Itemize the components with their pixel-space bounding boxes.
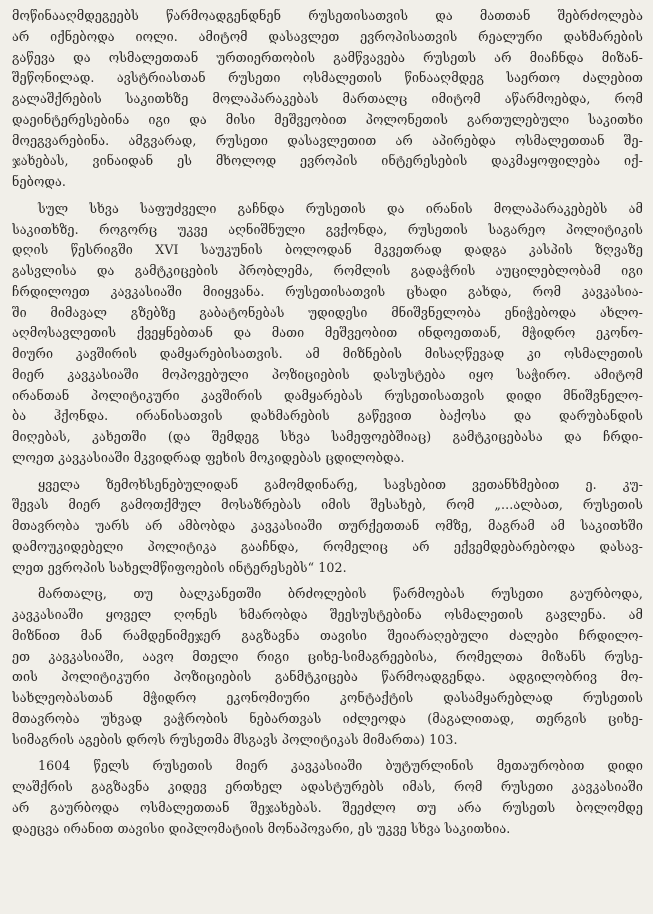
text-line: ლაშქრის გაგზავნა კიდევ ერთხელ ადასტურებს იმას, რომ რუსეთი კავკასიაში xyxy=(12,779,643,794)
text-line: ბა ჰქონდა. ირანისათვის დახმარების გაწევით ბაქოსა და დარუბანდის xyxy=(12,408,643,424)
text-line: სულ სხვა საფუძველი გაჩნდა რუსეთის და ირანის მოლაპარაკებებს ამ xyxy=(38,200,643,216)
text-line: ეთ კავკასიაში, აავო მთელი რიგი ციხე-სიმაგრეებისა, რომელთა მიზანს რუსე- xyxy=(12,648,643,664)
text-line: მიზნით მან რამდენიმეჯერ გაგზავნა თავისი შეიარაღებული ძალები ჩრდილო- xyxy=(12,627,643,643)
text-line: მართალც, თუ ბალკანეთში ბრძოლების წარმოებას რუსეთი გაურბოდა, xyxy=(38,586,643,602)
paragraph-5 xyxy=(12,756,643,839)
text-line: ში მიმავალ გზებზე გაბატონებას უდიდესი მნიშვნელობა ენიჭებოდა ახლო- xyxy=(12,304,643,320)
text-line: დაეცვა ირანით თავისი დიპლომატიის მონაპოვარი, ეს უკვე სხვა საკითხია. xyxy=(12,820,511,836)
text-line: გალაშქრების საკითხზე მოლაპარაკებას მართალც იმიტომ აწარმოებდა, რომ xyxy=(12,91,643,106)
text-line: აღმოსავლეთის ქვეყნებთან და მათი მეშვეობით ინდოეთთან, მჭიდრო ეკონო- xyxy=(12,325,643,341)
text-line: ლეთ ევროპის სახელმწიფოების ინტერესებს“ 102. xyxy=(12,559,347,575)
text-line: მთავრობა უარს არ ამბობდა კავკასიაში თურქეთთან ომზე, მაგრამ ამ საკითხში xyxy=(12,518,643,533)
text-line: ჯახებას, ვინაიდან ეს მხოლოდ ევროპის ინტერესების დაკმაყოფილება იქ- xyxy=(12,153,643,169)
text-line: კავკასიაში ყოველ ღონეს ხმარობდა შეესუსტებინა ოსმალეთის გავლენა. ამ xyxy=(12,607,643,622)
text-line: მთავრობა უხვად ვაჭრობის ნებართვას იძლეოდა (მაგალითად, თერგის ციხე- xyxy=(12,710,643,726)
text-line: სახლეობასთან მჭიდრო ეკონომიური კონტაქტის დასამყარებლად რუსეთის xyxy=(12,690,643,705)
text-line: სიმაგრის აგების დროს რუსეთმა მსგავს პოლიტიკას მიმართა) 103. xyxy=(12,731,458,747)
text-line: ირანთან პოლიტიკური კავშირის დამყარებას რუსეთისათვის დიდი მნიშვნელო- xyxy=(12,387,643,403)
text-line: მიური კავშირის დამყარებისათვის. ამ მიზნების მისაღწევად კი ოსმალეთის xyxy=(12,346,643,361)
text-line: შევას მიერ გამოთქმულ მოსაზრებას იმის შესახებ, რომ „...ალბათ, რუსეთის xyxy=(12,497,643,513)
text-line: არ იქნებოდა იოლი. ამიტომ დასავლეთ ევროპისათვის რეალური დახმარების xyxy=(12,28,643,44)
text-line: არ გაურბოდა ოსმალეთთან შეჯახებას. შეეძლო თუ არა რუსეთს ბოლომდე xyxy=(12,799,643,815)
text-line: მიღებას, კახეთში (და შემდეგ სხვა სამეფოებშიაც) გამტკიცებასა და ჩრდი- xyxy=(12,429,643,444)
text-line: დღის წესრიგში XVI საუკუნის ბოლოდან მკვეთრად დადგა კასპის ზღვაზე xyxy=(12,242,643,258)
text-line: მიერ კავკასიაში მოპოვებული პოზიციების დასუსტება იყო საჭირო. ამიტომ xyxy=(12,366,643,382)
text-line: შეწონილად. ავსტრიასთან რუსეთი ოსმალეთის წინააღმდეგ საერთო ძალებით xyxy=(12,70,643,86)
text-line: თის პოლიტიკური პოზიციების განმტკიცება წარმოადგენდა. ადგილობრივ მო- xyxy=(12,669,643,685)
paragraph-1 xyxy=(12,6,643,193)
text-line: ყველა ზემოხსენებულიდან გამომდინარე, სავსებით ვეთანხმებით ე. კუ- xyxy=(38,476,643,492)
text-line: გაწევა და ოსმალეთთან ურთიერთობის გამწვავება რუსეთს არ მიაჩნდა მიზან- xyxy=(12,49,643,65)
text-line: ლოეთ კავკასიაში მკვიდრად ფეხის მოკიდებას ცდილობდა. xyxy=(12,449,405,465)
text-line: მოწინააღმდეგეებს წარმოადგენდნენ რუსეთისათვის და მათთან შებრძოლება xyxy=(12,8,643,23)
text-line: მოეგვარებინა. ამგვარად, რუსეთი დასავლეთით არ აპირებდა ოსმალეთთან შე- xyxy=(12,132,643,148)
text-line: გასვლისა და გამტკიცების პრობლემა, რომლის გადაჭრის აუცილებლობამ იგი xyxy=(12,263,643,278)
paragraph-2 xyxy=(12,199,643,469)
text-line: დამოუკიდებელი პოლიტიკა გააჩნდა, რომელიც არ ექვემდებარებოდა დასავ- xyxy=(12,538,643,554)
text-line: ნებოდა. xyxy=(12,174,67,189)
text-line: 1604 წელს რუსეთის მიერ კავკასიაში ბუტურლინის მეთაურობით დიდი xyxy=(38,758,643,774)
paragraph-3 xyxy=(12,475,643,579)
text-line: ჩრდილოეთ კავკასიაში მიიყვანა. რუსეთისათვის ცხადი გახდა, რომ კავკასია- xyxy=(12,283,643,299)
text-line: დაეინტერესებინა იგი და მისი მეშვეობით პოლონეთის გართულებული საკითხი xyxy=(12,111,643,127)
paragraph-4 xyxy=(12,584,643,750)
text-line: საკითხზე. როგორც უკვე აღნიშნული გვქონდა, რუსეთის საგარეო პოლიტიკის xyxy=(12,221,643,237)
